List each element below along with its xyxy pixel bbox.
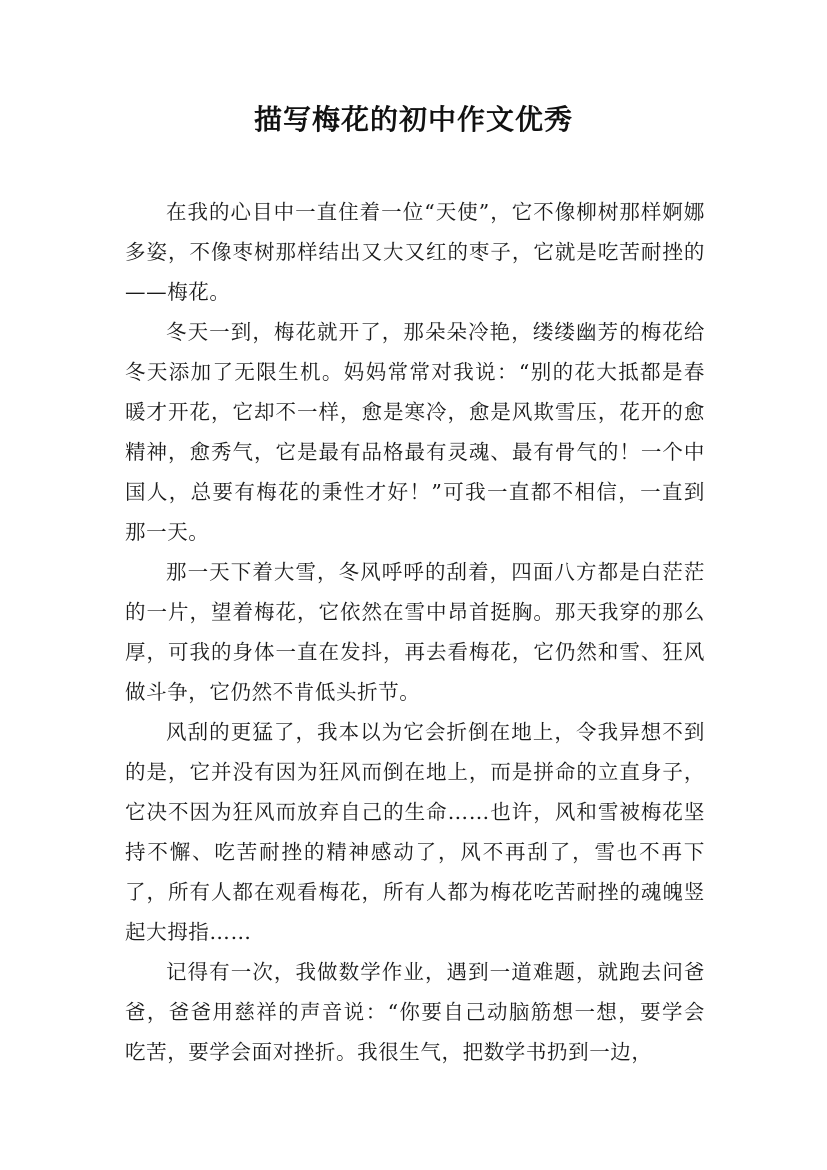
essay-body xyxy=(125,192,705,1072)
paragraph-5: 记得有一次，我做数学作业，遇到一道难题，就跑去问爸爸，爸爸用慈祥的声音说：“你要自己动脑筋想一想，要学会吃苦，要学会面对挫折。我很生气，把数学书扔到一边， xyxy=(125,960,705,1064)
paragraph-4: 风刮的更猛了，我本以为它会折倒在地上，令我异想不到的是，它并没有因为狂风而倒在地上，而是拼命的立直身子，它决不因为狂风而放弃自己的生命……也许，风和雪被梅花坚持不懈、吃苦耐挫的精神感动了，风不再刮了，雪也不再下了，所有人都在观看梅花，所有人都为梅花吃苦耐挫的魂魄竖起大拇指…… xyxy=(125,720,705,944)
paragraph-2: 冬天一到，梅花就开了，那朵朵冷艳，缕缕幽芳的梅花给冬天添加了无限生机。妈妈常常对我说：“别的花大抵都是春暖才开花，它却不一样，愈是寒冷，愈是风欺雪压，花开的愈精神，愈秀气，它是最有品格最有灵魂、最有骨气的！一个中国人，总要有梅花的秉性才好！”可我一直都不相信，一直到那一天。 xyxy=(125,320,705,544)
page-title: 描写梅花的初中作文优秀 xyxy=(253,103,573,136)
paragraph-3: 那一天下着大雪，冬风呼呼的刮着，四面八方都是白茫茫的一片，望着梅花，它依然在雪中昂首挺胸。那天我穿的那么厚，可我的身体一直在发抖，再去看梅花，它仍然和雪、狂风做斗争，它仍然不肯低头折节。 xyxy=(125,560,705,704)
paragraph-1: 在我的心目中一直住着一位“天使”，它不像柳树那样婀娜多姿，不像枣树那样结出又大又红的枣子，它就是吃苦耐挫的——梅花。 xyxy=(125,200,705,304)
